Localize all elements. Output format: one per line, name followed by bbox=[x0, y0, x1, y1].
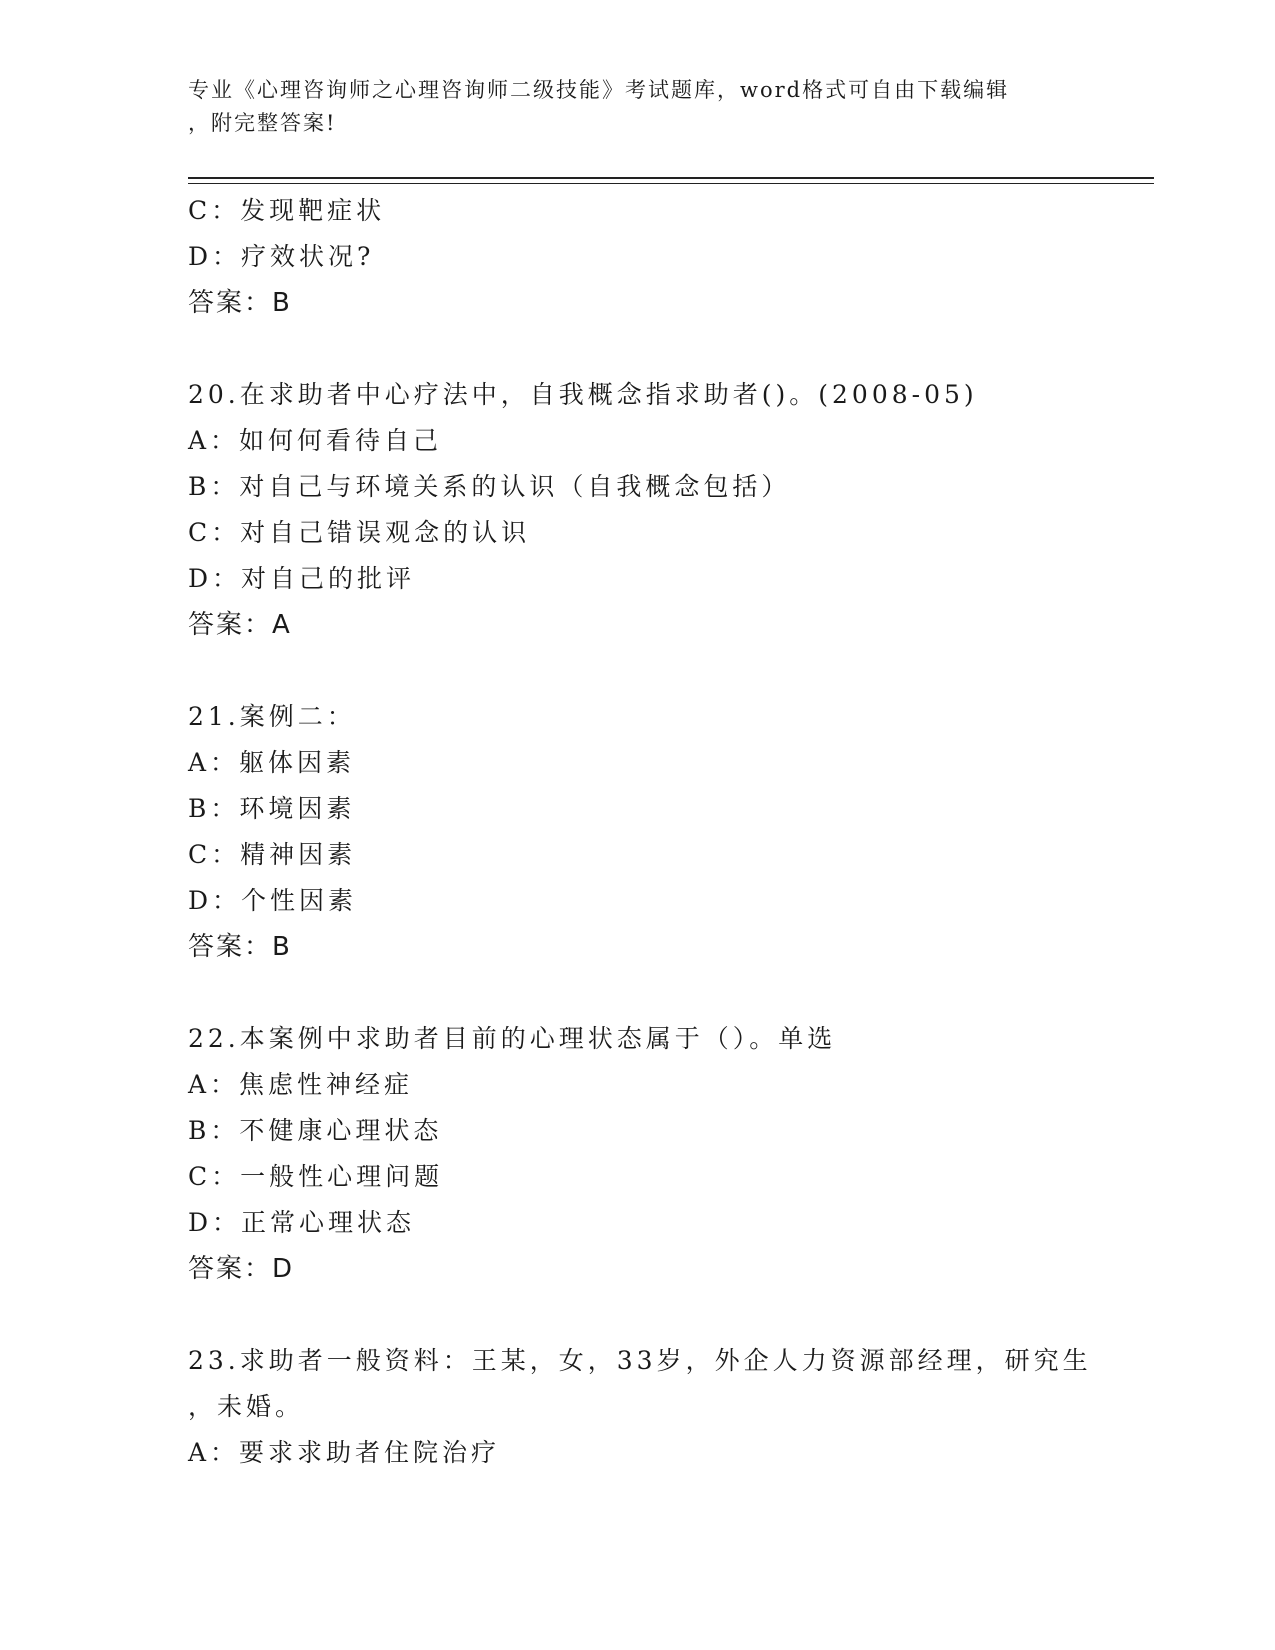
question-block-21 bbox=[188, 694, 1148, 970]
option-c: C：发现靶症状 bbox=[188, 196, 386, 225]
option-a: A：如何何看待自己 bbox=[188, 426, 443, 455]
spacer bbox=[188, 1292, 1148, 1338]
question-block-prev bbox=[188, 188, 1148, 326]
question-stem: 20.在求助者中心疗法中，自我概念指求助者()。(2008-05) bbox=[188, 380, 978, 409]
document-header bbox=[188, 74, 1088, 140]
question-stem: 23.求助者一般资料：王某，女，33岁，外企人力资源部经理，研究生 bbox=[188, 1346, 1092, 1375]
answer-line: 答案：B bbox=[188, 288, 292, 318]
question-stem-continued: ，未婚。 bbox=[188, 1392, 305, 1421]
option-b: B：环境因素 bbox=[188, 794, 356, 823]
option-d: D：正常心理状态 bbox=[188, 1208, 416, 1237]
answer-line: 答案：D bbox=[188, 1254, 295, 1284]
header-line-1: 专业《心理咨询师之心理咨询师二级技能》考试题库，word格式可自由下载编辑 bbox=[188, 78, 1010, 102]
option-c: C：精神因素 bbox=[188, 840, 357, 869]
option-c: C：对自己错误观念的认识 bbox=[188, 518, 531, 547]
spacer bbox=[188, 326, 1148, 372]
question-stem: 21.案例二： bbox=[188, 702, 356, 731]
option-d: D：对自己的批评 bbox=[188, 564, 416, 593]
option-b: B：对自己与环境关系的认识（自我概念包括） bbox=[188, 472, 791, 501]
option-b: B：不健康心理状态 bbox=[188, 1116, 443, 1145]
option-d: D：个性因素 bbox=[188, 886, 358, 915]
answer-line: 答案：B bbox=[188, 932, 292, 962]
question-block-22 bbox=[188, 1016, 1148, 1292]
header-rule-thick bbox=[188, 177, 1154, 179]
answer-line: 答案：A bbox=[188, 610, 292, 640]
header-rule-thin bbox=[188, 183, 1154, 184]
question-stem: 22.本案例中求助者目前的心理状态属于（）。单选 bbox=[188, 1024, 837, 1053]
question-block-23 bbox=[188, 1338, 1148, 1476]
question-block-20 bbox=[188, 372, 1148, 648]
header-line-2: ，附完整答案! bbox=[188, 111, 337, 135]
spacer bbox=[188, 970, 1148, 1016]
document-body bbox=[188, 188, 1148, 1476]
spacer bbox=[188, 648, 1148, 694]
option-a: A：焦虑性神经症 bbox=[188, 1070, 414, 1099]
option-d: D：疗效状况? bbox=[188, 242, 375, 271]
option-a: A：躯体因素 bbox=[188, 748, 356, 777]
option-c: C：一般性心理问题 bbox=[188, 1162, 444, 1191]
option-a: A：要求求助者住院治疗 bbox=[188, 1438, 501, 1467]
